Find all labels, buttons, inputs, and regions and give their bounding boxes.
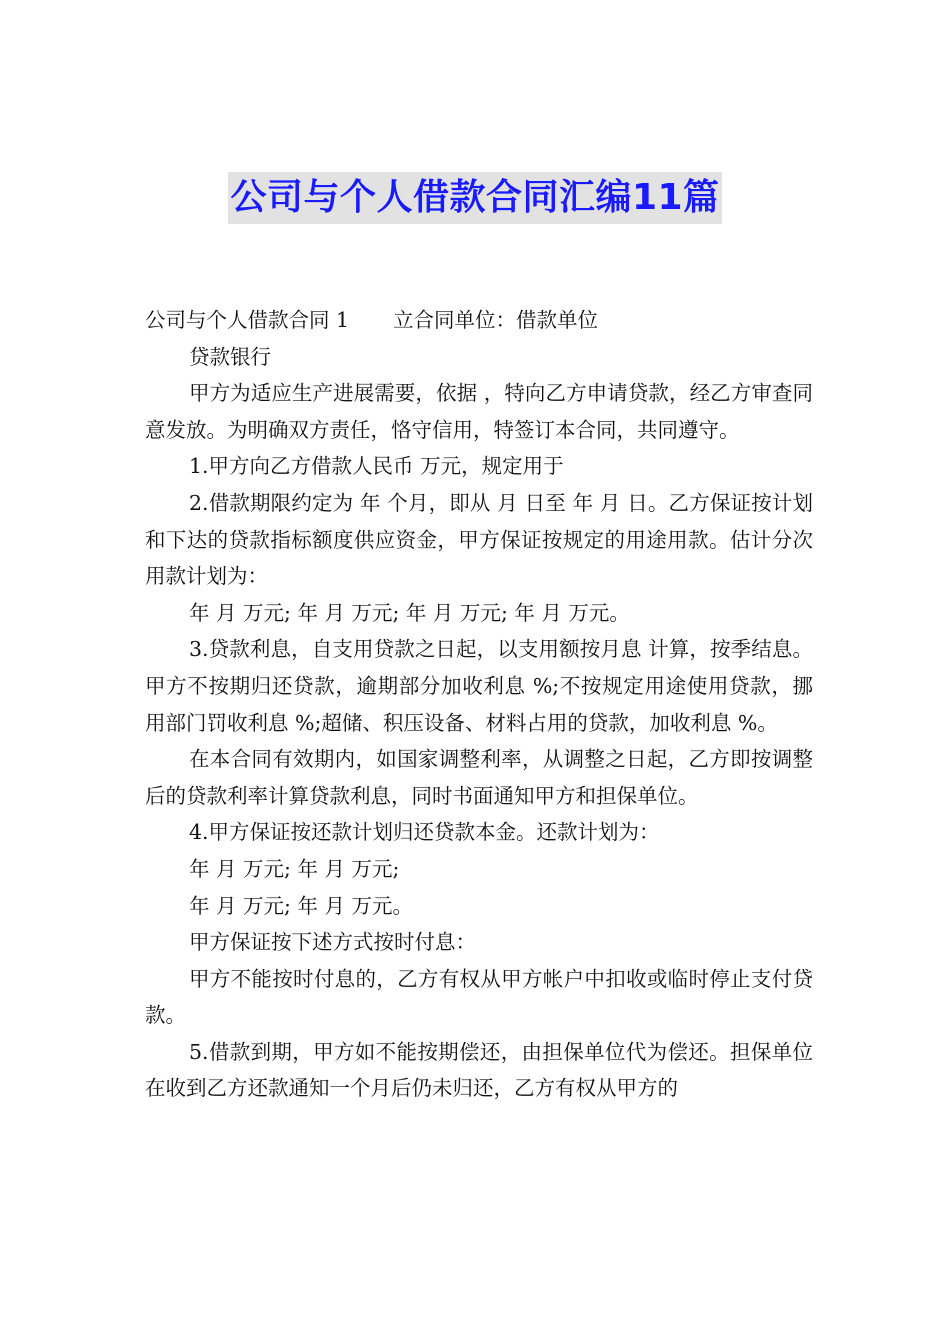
title-wrap	[0, 172, 950, 224]
document-body	[145, 302, 813, 1107]
paragraph-clause-3: 3.贷款利息，自支用贷款之日起，以支用额按月息 计算，按季结息。甲方不按期归还贷款，逾期部分加收利息 %;不按规定用途使用贷款，挪用部门罚收利息 %;超储、积压设备、材料占用的贷款，加收利息 %。	[145, 637, 813, 735]
paragraph-clause-2: 2.借款期限约定为 年 个月，即从 月 日至 年 月 日。乙方保证按计划和下达的贷款指标额度供应资金，甲方保证按规定的用途用款。估计分次用款计划为：	[145, 490, 813, 589]
contract-heading-right: 立合同单位：借款单位	[393, 308, 599, 332]
paragraph-repay-plan-1: 年 月 万元; 年 月 万元;	[189, 856, 400, 881]
document-title: 公司与个人借款合同汇编11篇	[228, 172, 721, 224]
paragraph-lender: 贷款银行	[189, 344, 271, 369]
paragraph-rate-adjust: 在本合同有效期内，如国家调整利率，从调整之日起，乙方即按调整后的贷款利率计算贷款利息，同时书面通知甲方和担保单位。	[145, 747, 813, 808]
paragraph-repay-plan-2: 年 月 万元; 年 月 万元。	[189, 893, 413, 918]
contract-heading-left: 公司与个人借款合同 1	[145, 308, 350, 332]
contract-heading-line	[145, 302, 813, 339]
paragraph-clause-5: 5.借款到期，甲方如不能按期偿还，由担保单位代为偿还。担保单位在收到乙方还款通知一个月后仍未归还，乙方有权从甲方的	[145, 1039, 813, 1101]
paragraph-intro: 甲方为适应生产进展需要，依据 ，特向乙方申请贷款，经乙方审查同意发放。为明确双方责任，恪守信用，特签订本合同，共同遵守。	[145, 381, 813, 442]
paragraph-late-interest: 甲方不能按时付息的，乙方有权从甲方帐户中扣收或临时停止支付贷款。	[145, 966, 813, 1028]
paragraph-clause-4: 4.甲方保证按还款计划归还贷款本金。还款计划为：	[189, 820, 660, 845]
paragraph-usage-plan: 年 月 万元; 年 月 万元; 年 月 万元; 年 月 万元。	[189, 600, 630, 625]
paragraph-interest-method: 甲方保证按下述方式按时付息：	[189, 930, 476, 955]
paragraph-clause-1: 1.甲方向乙方借款人民币 万元，规定用于	[189, 454, 564, 479]
